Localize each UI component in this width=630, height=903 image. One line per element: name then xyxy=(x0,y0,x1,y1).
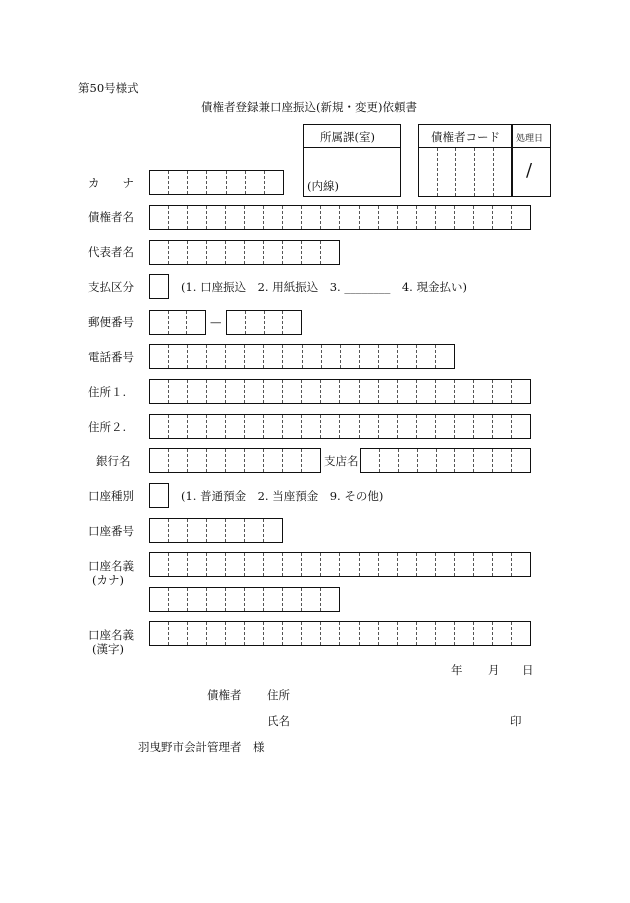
phone-label: 電話番号 xyxy=(88,350,134,364)
payment-type-label: 支払区分 xyxy=(88,280,134,294)
account-number-label: 口座番号 xyxy=(88,524,134,538)
holder-kanji-input[interactable] xyxy=(149,621,531,646)
address2-label: 住所２. xyxy=(88,420,127,434)
holder-kanji-sublabel: (漢字) xyxy=(92,642,124,656)
addressee: 羽曳野市会計管理者 様 xyxy=(138,740,265,754)
creditor-code-cell-divider xyxy=(474,148,475,196)
postal-code-dash: — xyxy=(210,315,222,329)
phone-input[interactable] xyxy=(149,344,455,369)
kana-label: カ ナ xyxy=(88,176,134,190)
creditor-code-cell-divider xyxy=(437,148,438,196)
account-type-input[interactable] xyxy=(149,483,169,508)
creditor-code-cell-divider xyxy=(455,148,456,196)
postal-code-label: 郵便番号 xyxy=(88,315,134,329)
holder-kana-sublabel: (カナ) xyxy=(92,573,124,587)
date-year-label: 年 xyxy=(451,663,463,677)
creditor-name-label: 債権者名 xyxy=(88,210,134,224)
holder-kana-input-line2[interactable] xyxy=(149,587,340,612)
address1-input[interactable] xyxy=(149,379,531,404)
holder-kana-input-line1[interactable] xyxy=(149,552,531,577)
representative-label: 代表者名 xyxy=(88,245,134,259)
processed-date-label: 処理日 xyxy=(516,134,544,144)
department-label: 所属課(室) xyxy=(320,130,375,144)
payment-type-options: (1. 口座振込 2. 用紙振込 3. ________ 4. 現金払い) xyxy=(181,280,467,294)
branch-name-label: 支店名 xyxy=(324,454,359,468)
kana-input[interactable] xyxy=(149,170,284,195)
creditor-name-input[interactable] xyxy=(149,205,531,230)
creditor-name-footer-label: 氏名 xyxy=(267,714,290,728)
account-type-options: (1. 普通預金 2. 当座預金 9. その他) xyxy=(181,489,384,503)
creditor-footer-label: 債権者 xyxy=(207,688,242,702)
bank-name-input[interactable] xyxy=(149,448,321,473)
seal-label: 印 xyxy=(510,714,522,728)
bank-name-label: 銀行名 xyxy=(96,454,131,468)
creditor-code-cell-divider xyxy=(493,148,494,196)
creditor-address-label: 住所 xyxy=(267,688,290,702)
date-day-label: 日 xyxy=(522,663,534,677)
representative-input[interactable] xyxy=(149,240,340,265)
processed-date-slash: / xyxy=(526,160,533,181)
processed-date-divider xyxy=(512,147,551,148)
date-month-label: 月 xyxy=(488,663,500,677)
extension-label: (内線) xyxy=(307,179,339,193)
address2-input[interactable] xyxy=(149,414,531,439)
branch-name-input[interactable] xyxy=(360,448,531,473)
account-number-input[interactable] xyxy=(149,518,283,543)
postal-code-second-input[interactable] xyxy=(226,310,302,335)
form-number: 第50号様式 xyxy=(78,81,139,95)
form-title: 債権者登録兼口座振込(新規・変更)依頼書 xyxy=(201,100,417,114)
postal-code-first-input[interactable] xyxy=(149,310,206,335)
address1-label: 住所１. xyxy=(88,385,127,399)
holder-kana-label: 口座名義 xyxy=(88,559,134,573)
holder-kanji-label: 口座名義 xyxy=(88,628,134,642)
department-box-divider xyxy=(303,147,401,148)
creditor-code-divider xyxy=(418,147,512,148)
creditor-code-label: 債権者コード xyxy=(431,130,500,144)
account-type-label: 口座種別 xyxy=(88,489,134,503)
payment-type-input[interactable] xyxy=(149,274,169,299)
